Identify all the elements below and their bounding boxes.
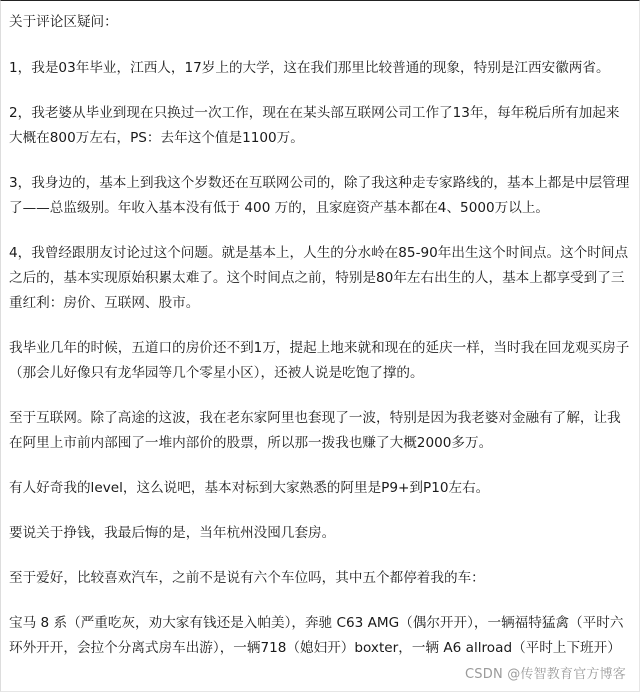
paragraph-point-1: 1，我是03年毕业，江西人，17岁上的大学，这在我们那里比较普通的现象，特别是江西安徽两省。 [9, 60, 610, 76]
paragraph-hobby: 至于爱好，比较喜欢汽车，之前不是说有六个车位吗，其中五个都停着我的车： [9, 570, 485, 586]
intro-heading: 关于评论区疑问： [9, 14, 118, 30]
paragraph-regret: 要说关于挣钱，我最后悔的是，当年杭州没囤几套房。 [9, 525, 336, 541]
paragraph-point-3: 3，我身边的，基本上到我这个岁数还在互联网公司的，除了我这种走专家路线的，基本上都是中层管理了——总监级别。年收入基本没有低于 400 万的，且家庭资产基本都在4、5000万以上。 [9, 175, 630, 216]
csdn-watermark: CSDN @传智教育官方博客 [465, 667, 626, 682]
paragraph-housing: 我毕业几年的时候，五道口的房价还不到1万，提起上地来就和现在的延庆一样，当时我在回龙观买房子（那会儿好像只有龙华园等几个零星小区），还被人说是吃饱了撑的。 [9, 340, 630, 381]
paragraph-point-4: 4，我曾经跟朋友讨论过这个问题。就是基本上，人生的分水岭在85-90年出生这个时间点。这个时间点之后的，基本实现原始积累太难了。这个时间点之前，特别是80年左右出生的人，基本上都享受到了三重红利：房价、互联网、股市。 [9, 245, 629, 311]
paragraph-internet: 至于互联网。除了高途的这波，我在老东家阿里也套现了一波，特别是因为我老婆对金融有了解，让我在阿里上市前内部囤了一堆内部价的股票，所以那一拨我也赚了大概2000多万。 [9, 410, 621, 451]
paragraph-point-2: 2，我老婆从毕业到现在只换过一次工作，现在在某头部互联网公司工作了13年，每年税后所有加起来大概在800万左右，PS：去年这个值是1100万。 [9, 105, 620, 146]
paragraph-level: 有人好奇我的level，这么说吧，基本对标到大家熟悉的阿里是P9+到P10左右。 [9, 480, 490, 496]
article-body [9, 10, 633, 681]
paragraph-cars: 宝马 8 系（严重吃灰，劝大家有钱还是入帕美），奔驰 C63 AMG（偶尔开开），一辆福特猛禽（平时六环外开开，会拉个分离式房车出游），一辆718（媳妇开）boxter，一辆 A6 allroad（平时上下班开） [9, 615, 624, 656]
